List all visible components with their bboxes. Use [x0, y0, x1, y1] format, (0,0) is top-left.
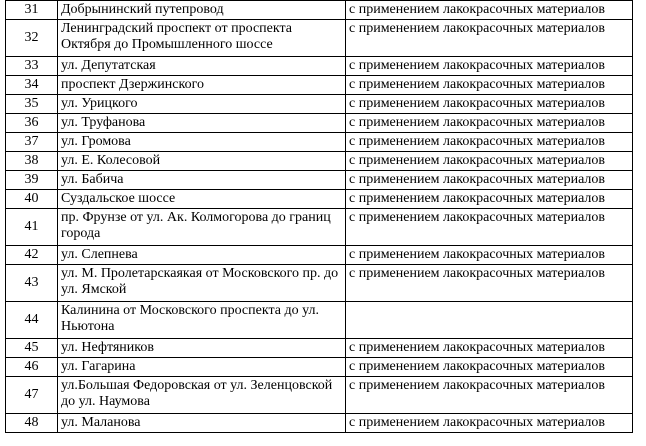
table-row: [6, 76, 633, 95]
table-row: [6, 377, 633, 414]
row-number: 31: [6, 1, 58, 20]
marking-method: с применением лакокрасочных материалов: [346, 95, 633, 114]
marking-method: с применением лакокрасочных материалов: [346, 265, 633, 302]
marking-method: с применением лакокрасочных материалов: [346, 358, 633, 377]
road-name: ул. Гагарина: [58, 358, 346, 377]
road-name: Калинина от Московского проспекта до ул. Ньютона: [58, 302, 346, 339]
marking-method: с применением лакокрасочных материалов: [346, 152, 633, 171]
row-number: 48: [6, 414, 58, 433]
table-row: [6, 1, 633, 20]
road-name: ул. Бабича: [58, 171, 346, 190]
row-number: 36: [6, 114, 58, 133]
road-name: ул. М. Пролетарскаякая от Московского пр. до ул. Ямской: [58, 265, 346, 302]
table-row: [6, 20, 633, 57]
road-name: проспект Дзержинского: [58, 76, 346, 95]
table-row: [6, 171, 633, 190]
marking-method: с применением лакокрасочных материалов: [346, 1, 633, 20]
road-name: Суздальское шоссе: [58, 190, 346, 209]
row-number: 40: [6, 190, 58, 209]
row-number: 45: [6, 339, 58, 358]
road-name: ул. Маланова: [58, 414, 346, 433]
road-name: ул. Труфанова: [58, 114, 346, 133]
table-row: [6, 246, 633, 265]
table-row: [6, 358, 633, 377]
row-number: 37: [6, 133, 58, 152]
table-body: [6, 1, 633, 433]
road-name: ул. Громова: [58, 133, 346, 152]
row-number: 35: [6, 95, 58, 114]
road-name: ул. Слепнева: [58, 246, 346, 265]
roads-table: [5, 0, 633, 433]
marking-method: с применением лакокрасочных материалов: [346, 114, 633, 133]
marking-method: с применением лакокрасочных материалов: [346, 171, 633, 190]
row-number: 46: [6, 358, 58, 377]
table-row: [6, 114, 633, 133]
marking-method: с применением лакокрасочных материалов: [346, 209, 633, 246]
marking-method: с применением лакокрасочных материалов: [346, 133, 633, 152]
table-row: [6, 57, 633, 76]
row-number: 39: [6, 171, 58, 190]
row-number: 32: [6, 20, 58, 57]
table-row: [6, 95, 633, 114]
marking-method: с применением лакокрасочных материалов: [346, 20, 633, 57]
row-number: 41: [6, 209, 58, 246]
row-number: 43: [6, 265, 58, 302]
row-number: 44: [6, 302, 58, 339]
road-name: Ленинградский проспект от проспекта Октября до Промышленного шоссе: [58, 20, 346, 57]
road-name: Добрынинский путепровод: [58, 1, 346, 20]
road-name: ул. Е. Колесовой: [58, 152, 346, 171]
road-name: ул. Депутатская: [58, 57, 346, 76]
table-row: [6, 302, 633, 339]
table-row: [6, 133, 633, 152]
road-name: ул.Большая Федоровская от ул. Зеленцовской до ул. Наумова: [58, 377, 346, 414]
road-name: пр. Фрунзе от ул. Ак. Колмогорова до границ города: [58, 209, 346, 246]
row-number: 33: [6, 57, 58, 76]
table-row: [6, 152, 633, 171]
marking-method: с применением лакокрасочных материалов: [346, 246, 633, 265]
table-row: [6, 190, 633, 209]
table-row: [6, 339, 633, 358]
marking-method: с применением лакокрасочных материалов: [346, 339, 633, 358]
row-number: 42: [6, 246, 58, 265]
table-row: [6, 414, 633, 433]
marking-method: с применением лакокрасочных материалов: [346, 57, 633, 76]
table-row: [6, 265, 633, 302]
table-row: [6, 209, 633, 246]
road-name: ул. Нефтяников: [58, 339, 346, 358]
marking-method: с применением лакокрасочных материалов: [346, 414, 633, 433]
row-number: 34: [6, 76, 58, 95]
road-name: ул. Урицкого: [58, 95, 346, 114]
marking-method: с применением лакокрасочных материалов: [346, 76, 633, 95]
row-number: 38: [6, 152, 58, 171]
marking-method: с применением лакокрасочных материалов: [346, 377, 633, 414]
row-number: 47: [6, 377, 58, 414]
marking-method: с применением лакокрасочных материалов: [346, 190, 633, 209]
marking-method: [346, 302, 633, 339]
